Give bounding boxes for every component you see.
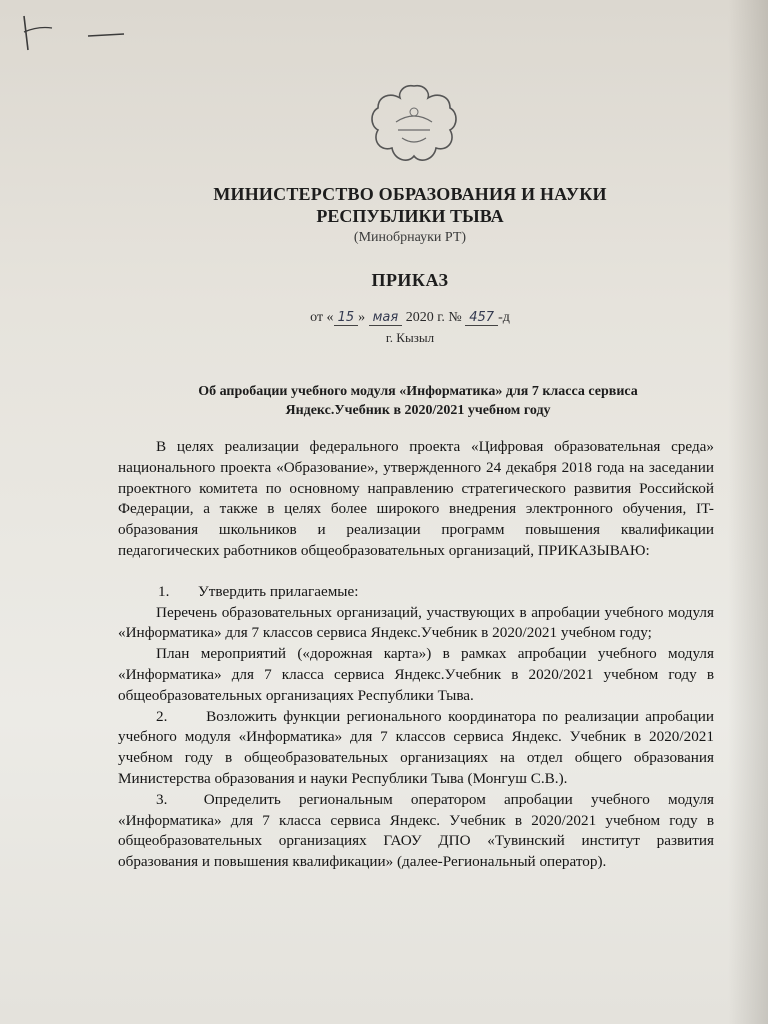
document-type-heading: ПРИКАЗ <box>371 270 449 290</box>
page-shadow <box>728 0 768 1024</box>
item-3 <box>118 790 714 873</box>
item-1-text: Утвердить прилагаемые: <box>198 582 359 600</box>
item-3-text: Определить региональным оператором апробации учебного модуля «Информатика» для 7 класса сервиса Яндекс. Учебник в 2020/2021 учебном году в общеобразовательных организациях ГАОУ ДПО «Тувинский институт развития образования и повышения квалификации» (далее-Региональный оператор). <box>118 790 714 871</box>
order-title <box>138 382 698 420</box>
item-2-number: 2. <box>156 707 168 725</box>
order-title-line1: Об апробации учебного модуля «Информатика» для 7 класса сервиса <box>198 384 638 399</box>
ministry-name-line1: МИНИСТЕРСТВО ОБРАЗОВАНИЯ И НАУКИ <box>213 184 607 204</box>
order-month: мая <box>369 310 403 326</box>
order-day: 15 <box>334 310 359 326</box>
item-1-number: 1. <box>158 582 170 600</box>
date-prefix: от « <box>310 310 334 325</box>
order-number: 457 <box>465 310 498 326</box>
preamble-paragraph: В целях реализации федерального проекта «Цифровая образовательная среда» национального проекта «Образование», утвержденного 24 декабря 2018 года на заседании проектного комитета по основному направлению стратегического развития Российской Федерации, а также в целях более широкого внедрения электронного обучения, IT-образования школьников и реализации программ повышения квалификации педагогических работников общеобразовательных организаций, ПРИКАЗЫВАЮ: <box>118 438 714 559</box>
order-year: 2020 г. № <box>405 310 462 325</box>
item-2 <box>118 707 714 790</box>
date-mid: » <box>358 310 366 325</box>
item-3-number: 3. <box>156 790 168 808</box>
order-date-number-line <box>130 310 690 326</box>
order-suffix: -д <box>498 310 510 325</box>
item-1 <box>118 582 714 603</box>
order-title-line2: Яндекс.Учебник в 2020/2021 учебном году <box>285 403 551 418</box>
ministry-abbreviation: (Минобрнауки РТ) <box>353 230 467 245</box>
order-city: г. Кызыл <box>385 330 435 345</box>
item-1-sub-2: План мероприятий («дорожная карта») в рамках апробации учебного модуля «Информатика» для 7 класса сервиса Яндекс.Учебник в 2020/2021 учебном году в общеобразовательных организациях Республики Тыва. <box>118 645 714 704</box>
item-2-text: Возложить функции регионального координатора по реализации апробации учебного модуля «Информатика» для 7 классов сервиса Яндекс. Учебник в 2020/2021 учебном году в общеобразовательных организациях на отдел общего образования Министерства образования и науки Республики Тыва (Монгуш С.В.). <box>118 707 714 787</box>
ministry-name-line2: РЕСПУБЛИКИ ТЫВА <box>316 206 504 226</box>
order-body <box>118 437 714 873</box>
corner-pen-mark <box>18 14 128 54</box>
item-1-sub-1: Перечень образовательных организаций, участвующих в апробации учебного модуля «Информатика» для 7 классов сервиса Яндекс.Учебник в 2020/2021 учебном году; <box>118 603 714 642</box>
coat-of-arms-emblem <box>368 82 460 166</box>
